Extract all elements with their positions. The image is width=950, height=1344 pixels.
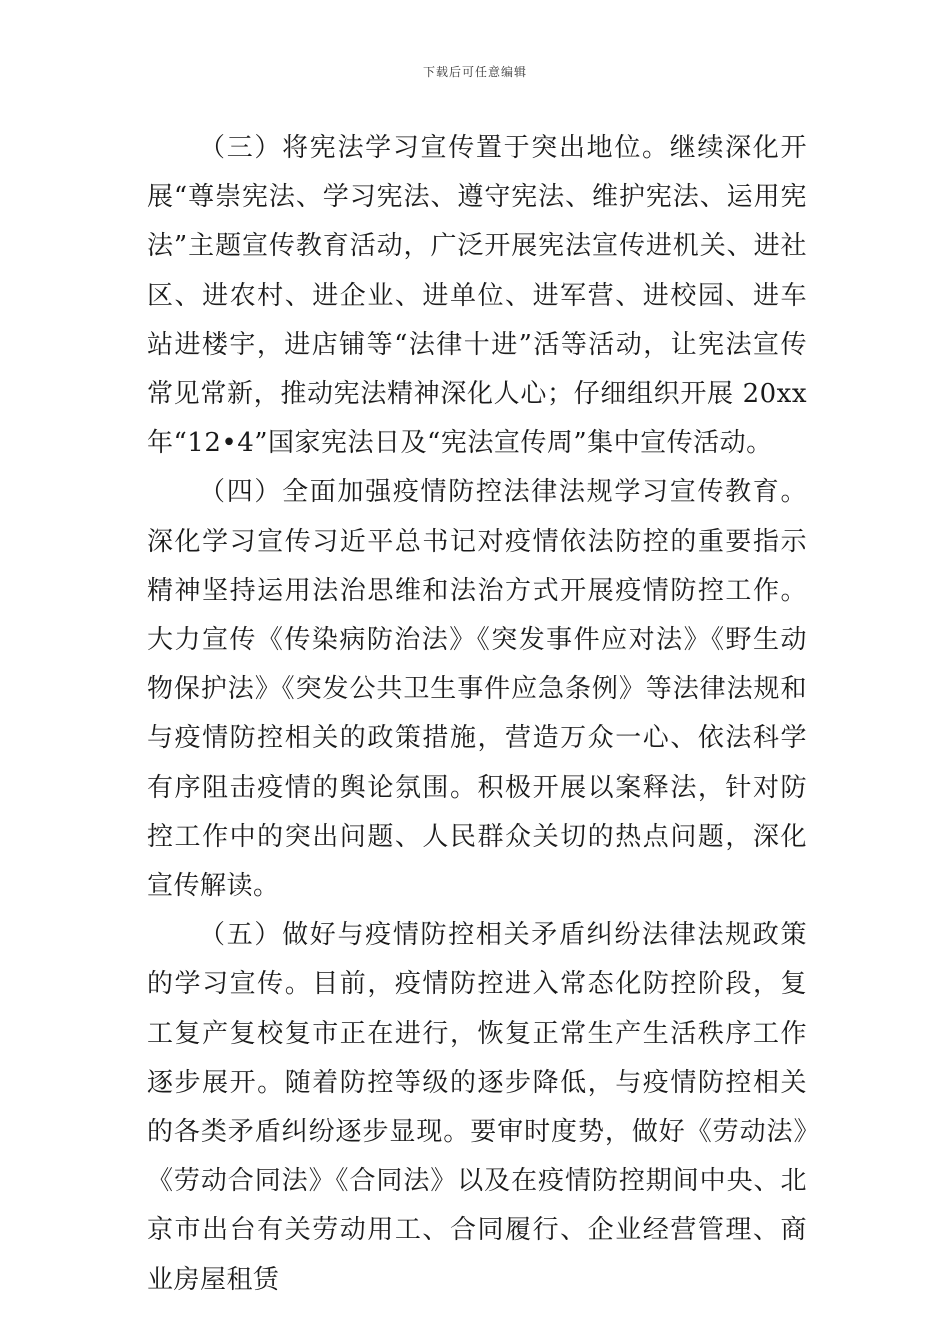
page-header-note: 下载后可任意编辑 (422, 65, 527, 79)
document-body (147, 124, 807, 1305)
paragraph-epidemic-law: （四）全面加强疫情防控法律法规学习宣传教育。深化学习宣传习近平总书记对疫情依法防控的重要指示精神坚持运用法治思维和法治方式开展疫情防控工作。大力宣传《传染病防治法》《突发事件应对法》《野生动物保护法》《突发公共卫生事件应急条例》等法律法规和与疫情防控相关的政策措施，营造万众一心、依法科学有序阻击疫情的舆论氛围。积极开展以案释法，针对防控工作中的突出问题、人民群众关切的热点问题，深化宣传解读。 (147, 477, 807, 902)
paragraph-dispute-policy: （五）做好与疫情防控相关矛盾纠纷法律法规政策的学习宣传。目前，疫情防控进入常态化防控阶段，复工复产复校复市正在进行，恢复正常生产生活秩序工作逐步展开。随着防控等级的逐步降低，与疫情防控相关的各类矛盾纠纷逐步显现。要审时度势，做好《劳动法》《劳动合同法》《合同法》以及在疫情防控期间中央、北京市出台有关劳动用工、合同履行、企业经营管理、商业房屋租赁 (147, 920, 807, 1295)
paragraph-constitution: （三）将宪法学习宣传置于突出地位。继续深化开展“尊崇宪法、学习宪法、遵守宪法、维护宪法、运用宪法”主题宣传教育活动，广泛开展宪法宣传进机关、进社区、进农村、进企业、进单位、进军营、进校园、进车站进楼宇，进店铺等“法律十进”活等活动，让宪法宣传常见常新，推动宪法精神深化人心；仔细组织开展 20xx 年“12•4”国家宪法日及“宪法宣传周”集中宣传活动。 (147, 133, 807, 459)
